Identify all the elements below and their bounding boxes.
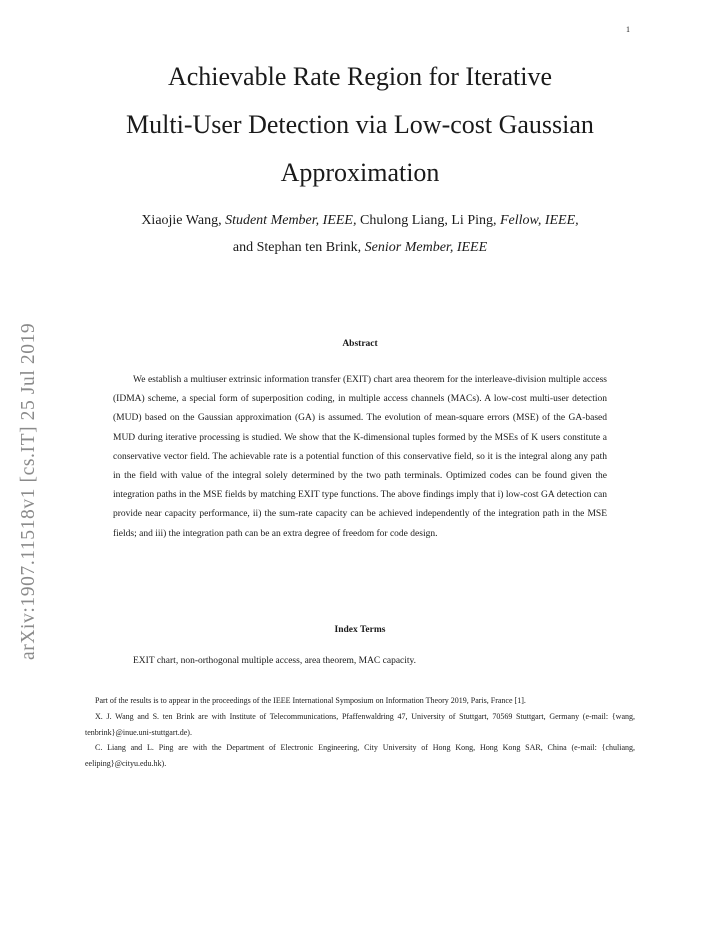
footnote-proceedings: Part of the results is to appear in the proceedings of the IEEE International Symposium on Information Theory 2019, Paris, France [1]. bbox=[95, 696, 526, 705]
title-line-3: Approximation bbox=[280, 158, 440, 187]
index-terms-heading: Index Terms bbox=[334, 625, 386, 635]
author-ping-affiliation: Fellow, IEEE, bbox=[500, 213, 579, 228]
title-line-2: Multi-User Detection via Low-cost Gaussian bbox=[126, 110, 594, 139]
author-wang: Xiaojie Wang, bbox=[141, 213, 226, 228]
author-wang-affiliation: Student Member, IEEE, bbox=[225, 213, 357, 228]
abstract-text: We establish a multiuser extrinsic information transfer (EXIT) chart area theorem for the interleave-division multiple access (IDMA) scheme, a special form of superposition coding, in multiple access channels (MACs). A low-cost multi-user detection (MUD) based on the Gaussian approximation (GA) is assumed. The evolution of mean-square errors (MSE) of the GA-based MUD during iterative processing is studied. We show that the K-dimensional tuples formed by the MSEs of K users constitute a conservative vector field. The achievable rate is a potential function of this conservative field, so it is the integral along any path in the field with value of the integral solely determined by the two path terminals. Optimized codes can be found given the integration paths in the MSE fields by matching EXIT type functions. The above findings imply that i) low-cost GA detection can provide near capacity performance, ii) the sum-rate capacity can be achieved independently of the integration path in the MSE fields; and iii) the integration path can be an extra degree of freedom for code design. bbox=[113, 375, 607, 539]
footnotes bbox=[85, 693, 635, 772]
index-terms-text: EXIT chart, non-orthogonal multiple access, area theorem, MAC capacity. bbox=[133, 656, 417, 666]
author-liang-ping: Chulong Liang, Li Ping, bbox=[356, 213, 500, 228]
arxiv-identifier-stamp: arXiv:1907.11518v1 [cs.IT] 25 Jul 2019 bbox=[18, 322, 39, 660]
author-ten-brink: and Stephan ten Brink, bbox=[232, 240, 365, 255]
footnote-stuttgart-affiliation: X. J. Wang and S. ten Brink are with Institute of Telecommunications, Pfaffenwaldring 47, University of Stuttgart, 70569 Stuttgart, Germany (e-mail: {wang, tenbrink}@inue.uni-stuttgart.de). bbox=[85, 711, 635, 737]
page-number: 1 bbox=[626, 25, 630, 34]
author-ten-brink-affiliation: Senior Member, IEEE bbox=[364, 240, 488, 255]
author-list bbox=[80, 207, 640, 261]
abstract-heading: Abstract bbox=[342, 339, 378, 349]
title-line-1: Achievable Rate Region for Iterative bbox=[167, 62, 553, 91]
paper-title bbox=[80, 53, 640, 197]
footnote-hongkong-affiliation: C. Liang and L. Ping are with the Department of Electronic Engineering, City University of Hong Kong, Hong Kong SAR, China (e-mail: {chuliang, eeliping}@cityu.edu.hk). bbox=[85, 743, 635, 769]
